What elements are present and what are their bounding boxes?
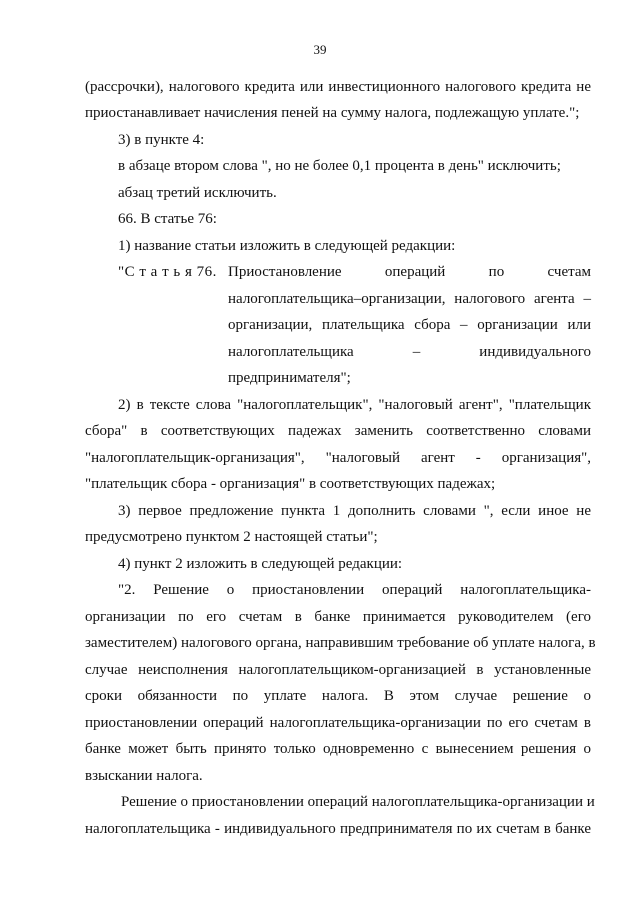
text-line: 3) первое предложение пункта 1 дополнить словами ", если иное не — [118, 503, 591, 519]
text-line: "2. Решение о приостановлении операций налогоплательщика- — [118, 582, 591, 598]
text-line: абзац третий исключить. — [118, 185, 277, 201]
text-line: 2) в тексте слова "налогоплательщик", "налоговый агент", "плательщик — [118, 397, 591, 413]
text-line: 66. В статье 76: — [118, 211, 217, 227]
article-label: "С т а т ь я 76. — [118, 264, 217, 280]
article-title-line: организации, плательщика сбора – организации или — [228, 317, 591, 333]
text-line: случае неисполнения налогоплательщиком-организацией в установленные — [85, 662, 591, 678]
text-line: приостановлении операций налогоплательщика-организации по его счетам в — [85, 715, 591, 731]
text-line: в абзаце втором слова ", но не более 0,1 процента в день" исключить; — [118, 158, 561, 174]
text-line: налогоплательщика - индивидуального предпринимателя по их счетам в банке — [85, 821, 591, 837]
text-line: 3) в пункте 4: — [118, 132, 205, 148]
text-line: Решение о приостановлении операций налогоплательщика-организации и — [121, 794, 595, 810]
text-line: сроки обязанности по уплате налога. В этом случае решение о — [85, 688, 591, 704]
text-line: 1) название статьи изложить в следующей редакции: — [118, 238, 456, 254]
text-line: заместителем) налогового органа, направившим требование об уплате налога, в — [85, 635, 596, 651]
text-line: сбора" в соответствующих падежах заменить соответственно словами — [85, 423, 591, 439]
text-line: взыскании налога. — [85, 768, 203, 784]
text-line: приостанавливает начисления пеней на сумму налога, подлежащую уплате."; — [85, 105, 580, 121]
text-line: банке может быть принято только одновременно с вынесением решения о — [85, 741, 591, 757]
text-line: 4) пункт 2 изложить в следующей редакции: — [118, 556, 403, 572]
text-line: организации по его счетам в банке принимается руководителем (его — [85, 609, 591, 625]
text-line: "налогоплательщик-организация", "налоговый агент - организация", — [85, 450, 591, 466]
text-line: (рассрочки), налогового кредита или инвестиционного налогового кредита не — [85, 79, 591, 95]
text-line: "плательщик сбора - организация" в соответствующих падежах; — [85, 476, 496, 492]
article-title-line: налогоплательщика–организации, налогового агента – — [228, 291, 591, 307]
article-title-line: Приостановление операций по счетам — [228, 264, 591, 280]
article-title-line: предпринимателя"; — [228, 370, 351, 386]
page-number: 39 — [313, 42, 327, 57]
article-title-line: налогоплательщика – индивидуального — [228, 344, 591, 360]
text-line: предусмотрено пунктом 2 настоящей статьи"; — [85, 529, 378, 545]
